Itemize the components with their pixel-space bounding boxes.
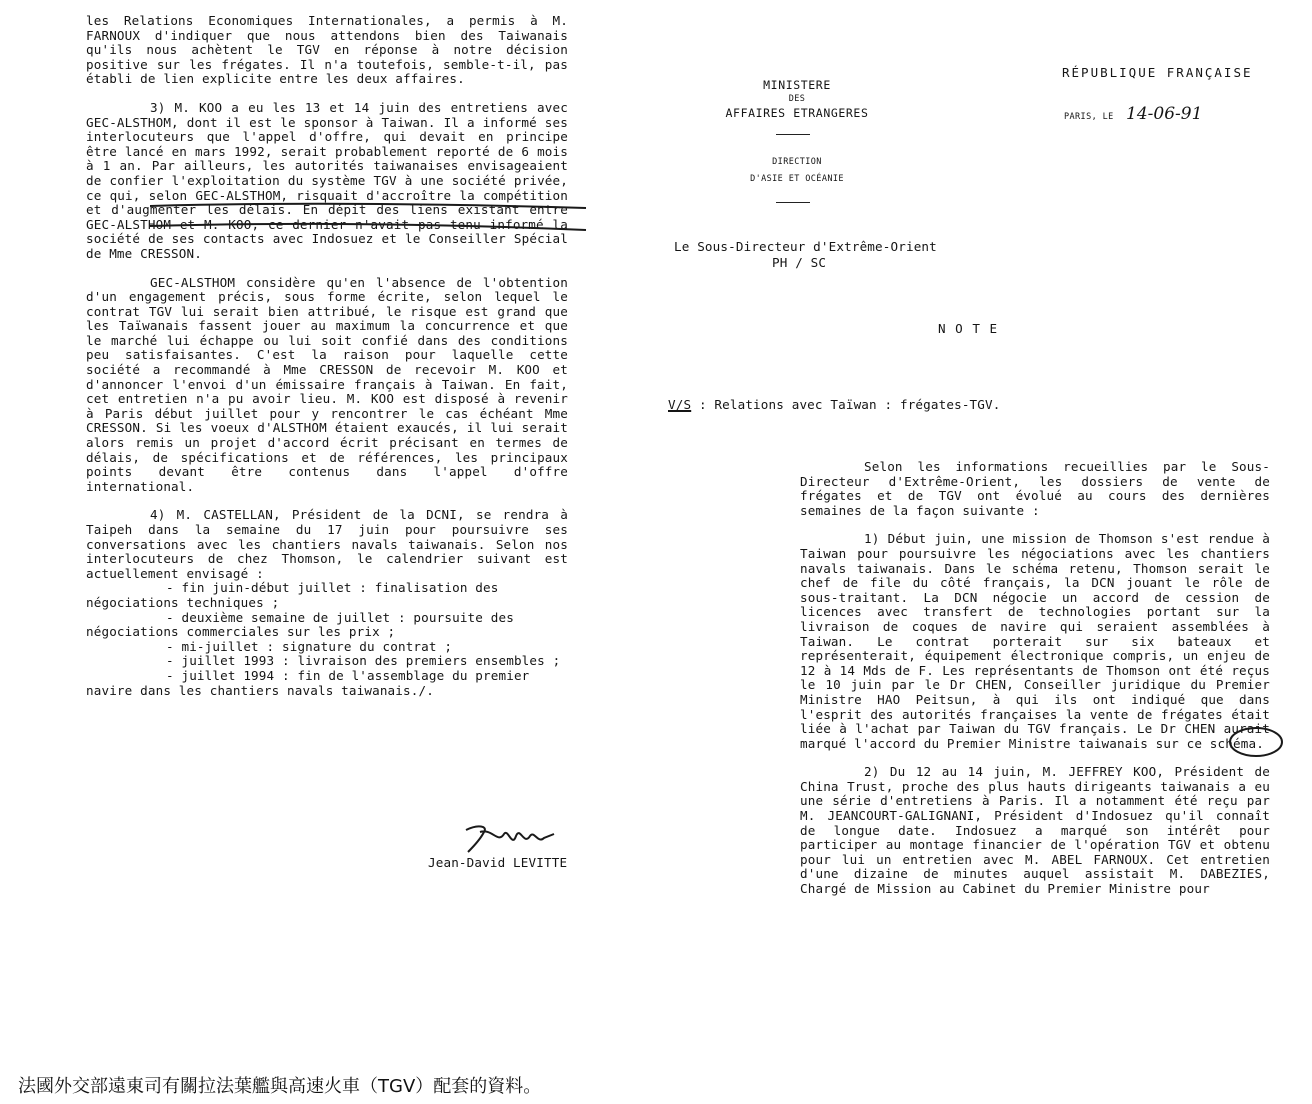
left-point-4-paragraph: 4) M. CASTELLAN, Président de la DCNI, se rendra à Taipeh dans la semaine du 17 juin pour poursuivre ses conversations avec les chantiers navals taiwanais. Selon nos interlocuteurs de chez Thomson, le calendrier suivant est actuellement envisagé : [86, 507, 568, 581]
ministry-header [712, 78, 882, 120]
left-gec-paragraph: GEC-ALSTHOM considère qu'en l'absence de l'obtention d'un engagement précis, sous forme écrite, selon lequel le contrat TGV lui serait bien attribué, le risque est grand que les Taïwanais fassent jouer au maximum la concurrence et que le marché lui échappe ou lui soit confié dans des conditions peu satisfaisantes. C'est la raison pour laquelle cette société a recommandé à Mme CRESSON de recevoir M. KOO et d'annoncer l'envoi d'un émissaire français à Taiwan. En fait, cet entretien n'a pu avoir lieu. M. KOO est disposé à revenir à Paris début juillet pour y rencontrer le cas échéant Mme CRESSON. Si les voeux d'ALSTHOM étaient exaucés, il lui serait alors remis un projet d'accord écrit précisant en termes de délais, de spécifications et de références, les principaux points devant être contenus dans l'appel d'offre international. [86, 274, 568, 494]
object-text: : Relations avec Taïwan : frégates-TGV. [698, 397, 1001, 412]
direction-line: D'ASIE ET OCÉANIE [750, 174, 844, 184]
left-intro-paragraph: les Relations Economiques Internationales, a permis à M. FARNOUX d'indiquer que nous attendons bien des Taiwanais qu'ils nous achètent le TGV en réponse à notre décision positive sur les frégates. Il n'a toutefois, semble-t-il, pas établi de lien explicite entre les deux affaires. [86, 13, 568, 87]
left-point-3-paragraph: 3) M. KOO a eu les 13 et 14 juin des entretiens avec GEC-ALSTHOM, dont il est le sponsor à Taiwan. Il a informé ses interlocuteurs que l'appel d'offre, qui devait en principe être lancé en mars 1992, serait probablement reporté de 6 mois à 1 an. Par ailleurs, les autorités taiwanaises envisageaient de confier l'exploitation du système TGV à une société privée, ce qui, selon GEC-ALSTHOM, risquait d'accroître la compétition et d'augmenter les délais. En dépit des liens existant entre GEC-ALSTHOM et M. KOO, ce dernier n'avait pas tenu informé la société de ses contacts avec Indosuez et le Conseiller Spécial de Mme CRESSON. [86, 99, 568, 261]
ministry-line: DES [788, 94, 806, 104]
right-page-text [800, 460, 1270, 897]
schedule-item: - mi-juillet : signature du contrat ; [166, 638, 453, 654]
right-point-2-paragraph: 2) Du 12 au 14 juin, M. JEFFREY KOO, Président de China Trust, proche des plus hauts dirigeants taiwanais a eu une série d'entretiens à Paris. Il a notamment été reçu par M. JEANCOURT-GALIGNANI, Président d'Indosuez qu'il connaît de longue date. Indosuez a marqué son intérêt pour participer au montage financier de l'opération TGV et obtenu pour lui un entretien avec M. ABEL FARNOUX. Cet entretien d'une dizaine de minutes auquel assistait M. DABEZIES, Chargé de Mission au Cabinet du Premier Ministre pour [800, 764, 1270, 897]
left-page-text [86, 14, 568, 698]
schedule-item: - fin juin-début juillet : finalisation des négociations techniques ; [86, 580, 499, 610]
schedule-item: - deuxième semaine de juillet : poursuite des négociations commerciales sur les prix ; [86, 609, 514, 640]
direction-line: DIRECTION [772, 157, 822, 167]
ministry-line: MINISTERE [763, 78, 831, 92]
tgv-circle-annotation [1226, 724, 1286, 760]
right-intro-paragraph: Selon les informations recueillies par le Sous-Directeur d'Extrême-Orient, les dossiers de vente de frégates et de TGV ont évolué au cours des dernières semaines de la façon suivante : [800, 459, 1270, 518]
sender-reference: PH / SC [772, 255, 827, 270]
schedule-item: - juillet 1993 : livraison des premiers ensembles ; [166, 653, 561, 669]
divider [776, 202, 810, 203]
schedule-item: - juillet 1994 : fin de l'assemblage du premier navire dans les chantiers navals taiwanais./. [86, 667, 530, 698]
date-value: 14-06-91 [1126, 104, 1203, 124]
ministry-line: AFFAIRES ETRANGERES [725, 106, 869, 120]
handwritten-signature [458, 818, 568, 858]
republic-header: RÉPUBLIQUE FRANÇAISE [1062, 65, 1253, 80]
page-caption: 法國外交部遠東司有關拉法葉艦與高速火車（TGV）配套的資料。 [18, 1076, 542, 1097]
object-label: V/S [668, 397, 692, 412]
sender-line: Le Sous-Directeur d'Extrême-Orient [674, 239, 937, 254]
direction-header [712, 154, 882, 188]
right-point-1-paragraph: 1) Début juin, une mission de Thomson s'est rendue à Taiwan pour poursuivre les négociations avec les chantiers navals taiwanais. Dans le schéma retenu, Thomson serait le chef de file du côté français, la DCN jouant le rôle de sous-traitant. La DCN négocie un accord de cession de licences avec transfert de technologies portant sur la livraison de coques de navire qui seraient assemblées à Taiwan. Le contrat porterait sur six bateaux et représenterait, équipement électronique compris, un enjeu de 12 à 14 Mds de F. Les représentants de Thomson ont été reçus le 10 juin par le Dr CHEN, Conseiller juridique du Premier Ministre HAO Peitsun, à qui ils ont indiqué que dans l'esprit des autorités françaises la vente de frégates était liée à l'achat par Taiwan du TGV français. Le Dr CHEN aurait marqué l'accord du Premier Ministre taiwanais sur ce schéma. [800, 531, 1270, 751]
date-label: PARIS, LE [1064, 112, 1114, 122]
divider [776, 134, 810, 135]
signatory-name: Jean-David LEVITTE [428, 855, 568, 870]
note-title: N O T E [938, 321, 999, 336]
underline-annotation [150, 200, 590, 240]
object-line [668, 398, 1001, 413]
